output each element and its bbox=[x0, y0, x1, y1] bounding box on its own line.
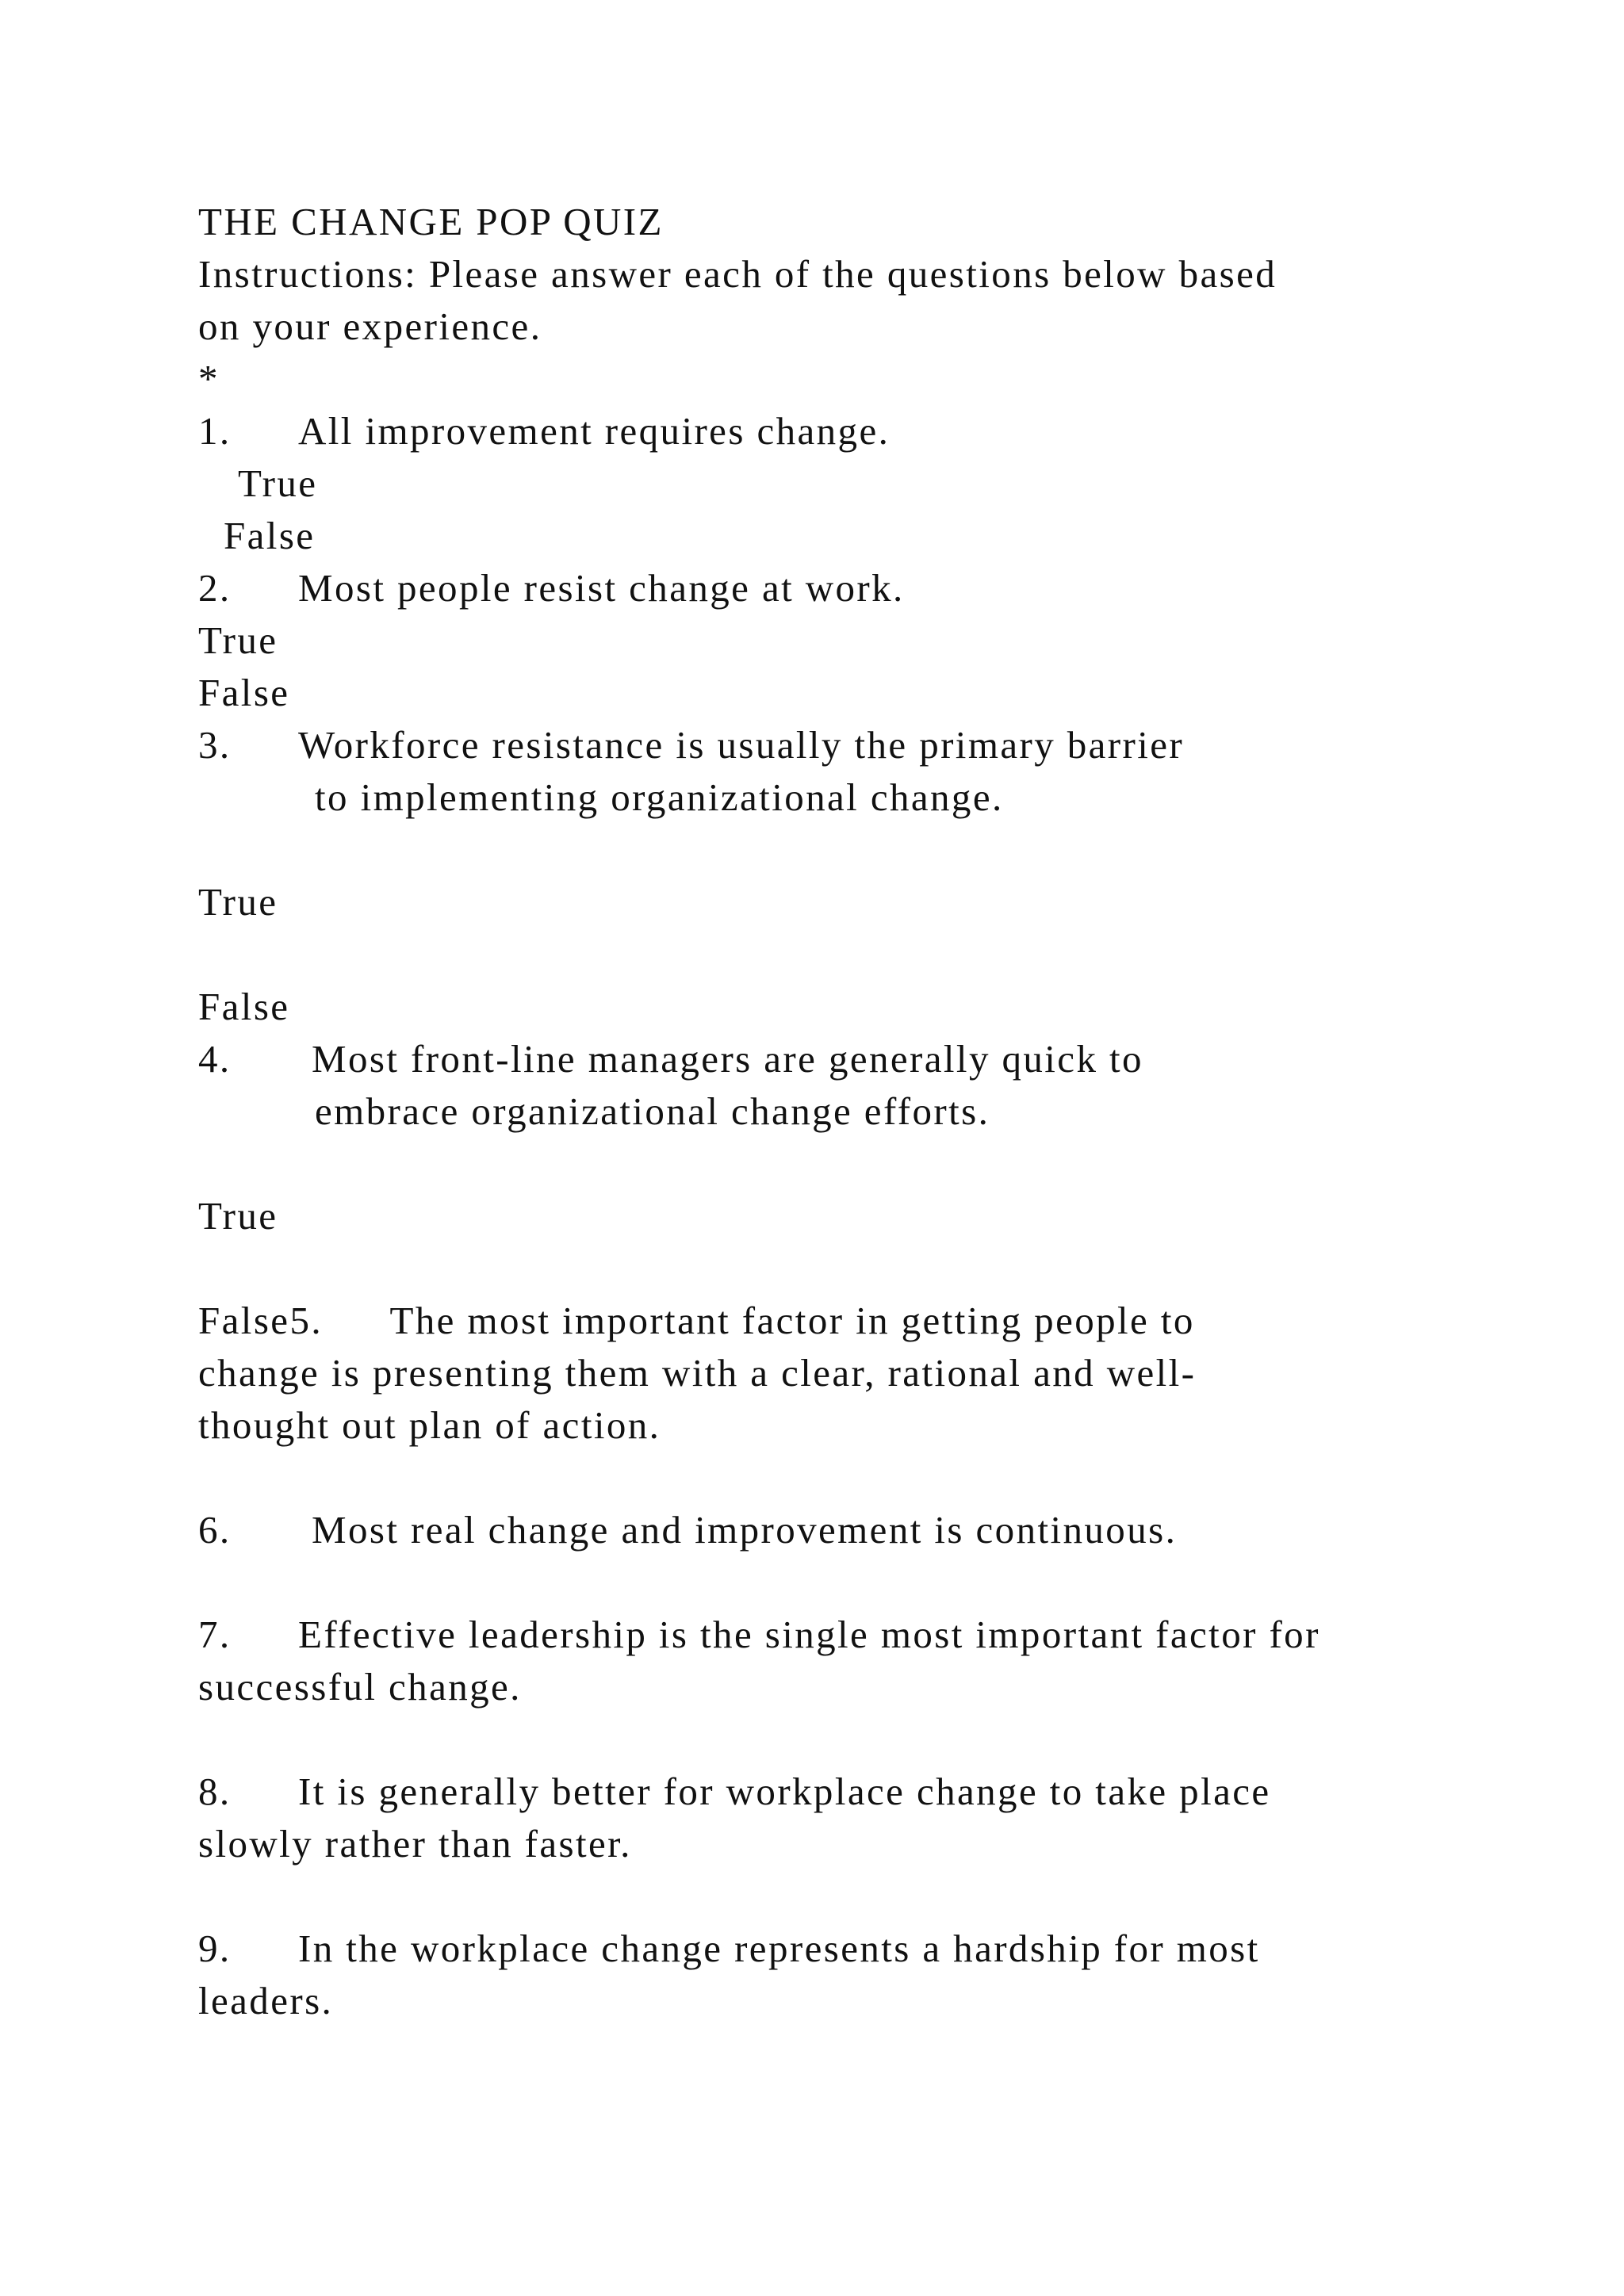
question-text: The most important factor in getting people to bbox=[389, 1299, 1195, 1342]
question-number: 6. bbox=[198, 1508, 232, 1552]
q4-option-false: False bbox=[198, 1299, 290, 1342]
question-number: 3. bbox=[198, 723, 232, 767]
q3-option-true: True bbox=[198, 880, 278, 924]
question-text: Most real change and improvement is continuous. bbox=[312, 1508, 1178, 1552]
blank-line bbox=[198, 1556, 1515, 1609]
question-number: 7. bbox=[198, 1613, 232, 1656]
blank-line bbox=[198, 1870, 1515, 1923]
question-4-continued: embrace organizational change efforts. bbox=[315, 1089, 990, 1133]
q1-option-true: True bbox=[238, 461, 318, 505]
instructions-line-2: on your experience. bbox=[198, 304, 542, 348]
question-text: In the workplace change represents a hardship for most bbox=[298, 1927, 1260, 1970]
question-number: 8. bbox=[198, 1770, 232, 1813]
question-number: 2. bbox=[198, 566, 232, 610]
question-9 bbox=[198, 1923, 1515, 1975]
question-8-continued: slowly rather than faster. bbox=[198, 1822, 632, 1866]
instructions-line-1: Instructions: Please answer each of the questions below based bbox=[198, 252, 1277, 296]
separator-asterisk: * bbox=[198, 357, 220, 400]
q2-option-false: False bbox=[198, 671, 290, 714]
question-8 bbox=[198, 1766, 1515, 1818]
question-5 bbox=[198, 1295, 1515, 1347]
question-text: All improvement requires change. bbox=[298, 409, 891, 453]
question-text: Most front-line managers are generally quick to bbox=[312, 1037, 1143, 1081]
q3-option-false: False bbox=[198, 985, 290, 1028]
quiz-content bbox=[198, 196, 1515, 2027]
question-7 bbox=[198, 1609, 1515, 1661]
question-number: 1. bbox=[198, 409, 232, 453]
question-5-continued: thought out plan of action. bbox=[198, 1403, 661, 1447]
blank-line bbox=[198, 824, 1515, 876]
document-title: THE CHANGE POP QUIZ bbox=[198, 200, 664, 243]
question-9-continued: leaders. bbox=[198, 1979, 334, 2022]
q2-option-true: True bbox=[198, 618, 278, 662]
question-1 bbox=[198, 405, 1515, 457]
question-text: Effective leadership is the single most important factor for bbox=[298, 1613, 1320, 1656]
question-7-continued: successful change. bbox=[198, 1665, 522, 1709]
question-3 bbox=[198, 719, 1515, 771]
blank-line bbox=[198, 1138, 1515, 1190]
question-2 bbox=[198, 562, 1515, 614]
question-text: Workforce resistance is usually the primary barrier bbox=[298, 723, 1185, 767]
question-number: 4. bbox=[198, 1037, 232, 1081]
question-6 bbox=[198, 1504, 1515, 1556]
question-number: 9. bbox=[198, 1927, 232, 1970]
question-4 bbox=[198, 1033, 1515, 1085]
question-text: Most people resist change at work. bbox=[298, 566, 905, 610]
question-number: 5. bbox=[289, 1299, 323, 1342]
question-3-continued: to implementing organizational change. bbox=[315, 775, 1004, 819]
blank-line bbox=[198, 1713, 1515, 1766]
blank-line bbox=[198, 1452, 1515, 1504]
q4-option-true: True bbox=[198, 1194, 278, 1238]
q1-option-false: False bbox=[224, 514, 316, 557]
question-5-continued: change is presenting them with a clear, rational and well- bbox=[198, 1351, 1197, 1395]
blank-line bbox=[198, 1242, 1515, 1295]
blank-line bbox=[198, 928, 1515, 981]
question-text: It is generally better for workplace change to take place bbox=[298, 1770, 1271, 1813]
